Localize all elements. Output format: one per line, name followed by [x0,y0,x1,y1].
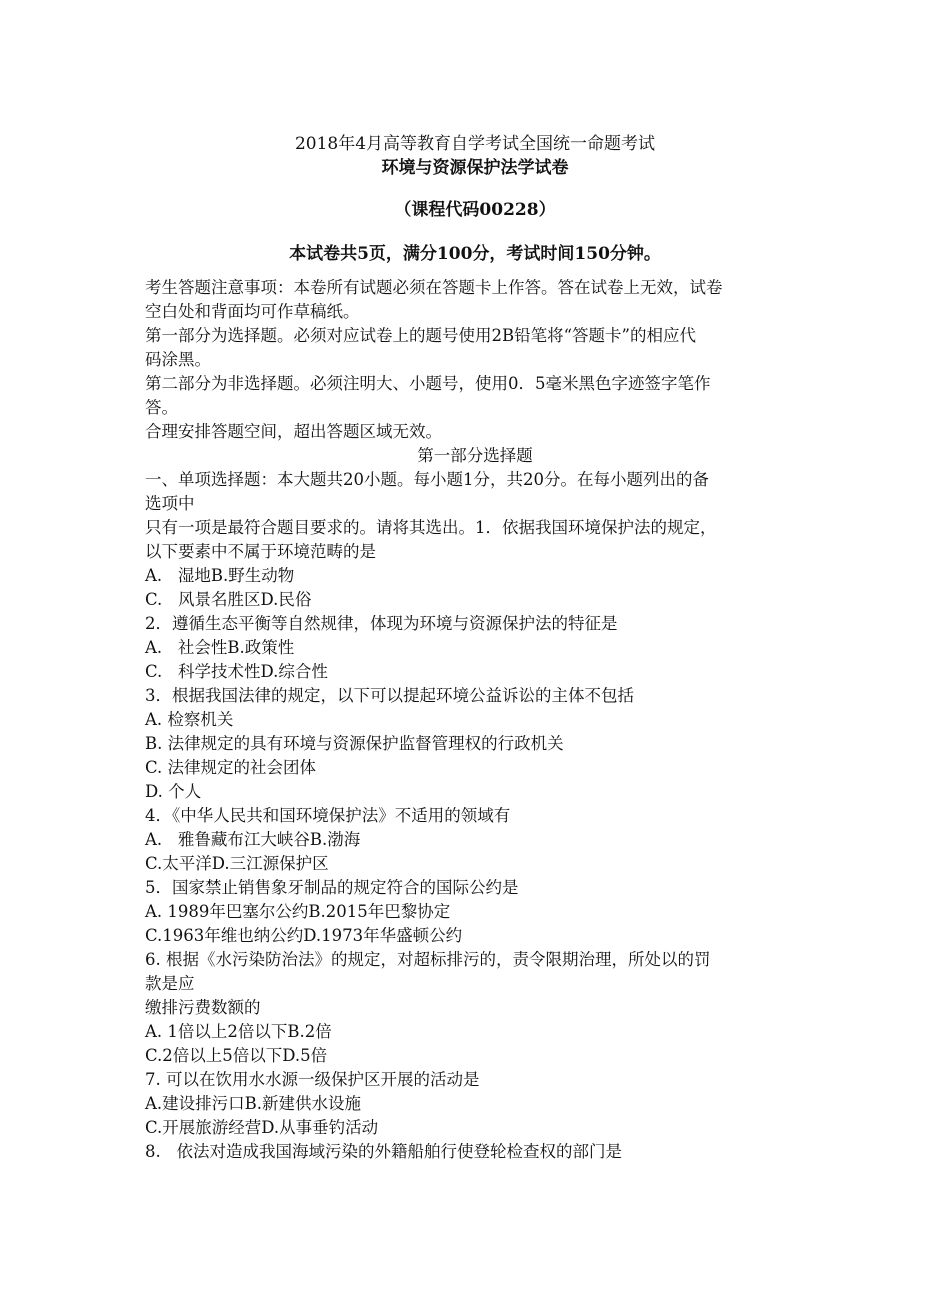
text-line: 考生答题注意事项：本卷所有试题必须在答题卡上作答。答在试卷上无效，试卷 [145,278,723,297]
option-line: A. 雅鲁藏布江大峡谷B.渤海 [145,830,361,849]
option-line: A. 1989年巴塞尔公约B.2015年巴黎协定 [145,902,451,921]
option-line: A.建设排污口B.新建供水设施 [145,1094,362,1113]
paper-body [145,276,805,1164]
question-line: 8. 依法对造成我国海域污染的外籍船舶行使登轮检查权的部门是 [145,1142,622,1161]
text-line: 选项中 [145,494,195,513]
text-line: 款是应 [145,974,195,993]
option-line: C.1963年维也纳公约D.1973年华盛顿公约 [145,926,463,945]
question-line: 6. 根据《水污染防治法》的规定，对超标排污的，责令限期治理，所处以的罚 [145,950,711,969]
text-line: 以下要素中不属于环境范畴的是 [145,542,376,561]
text-line: 第一部分为选择题。必须对应试卷上的题号使用2B铅笔将“答题卡”的相应代 [145,326,696,345]
text-line: 空白处和背面均可作草稿纸。 [145,302,360,321]
question-line: 3．根据我国法律的规定，以下可以提起环境公益诉讼的主体不包括 [145,686,634,705]
section-heading: 第一部分选择题 [417,446,533,465]
text-line: 缴排污费数额的 [145,998,261,1017]
text-line: 合理安排答题空间，超出答题区域无效。 [145,422,442,441]
text-line: 只有一项是最符合题目要求的。请将其选出。1．依据我国环境保护法的规定， [145,518,717,537]
option-line: C. 法律规定的社会团体 [145,758,317,777]
option-line: C. 风景名胜区D.民俗 [145,590,312,609]
exam-paper-page [145,132,805,1164]
option-line: C.太平洋D.三江源保护区 [145,854,329,873]
question-line: 5．国家禁止销售象牙制品的规定符合的国际公约是 [145,878,519,897]
option-line: B. 法律规定的具有环境与资源保护监督管理权的行政机关 [145,734,564,753]
option-line: C.2倍以上5倍以下D.5倍 [145,1046,328,1065]
paper-title: 环境与资源保护法学试卷 [381,158,569,178]
option-line: A. 湿地B.野生动物 [145,566,295,585]
option-line: A. 1倍以上2倍以下B.2倍 [145,1022,332,1041]
option-line: A. 社会性B.政策性 [145,638,295,657]
course-code: （课程代码00228） [394,200,556,220]
question-line: 7. 可以在饮用水水源一级保护区开展的活动是 [145,1070,480,1089]
exam-line: 2018年4月高等教育自学考试全国统一命题考试 [294,134,656,154]
option-line: D. 个人 [145,782,202,801]
question-line: 2．遵循生态平衡等自然规律，体现为环境与资源保护法的特征是 [145,614,618,633]
option-line: C.开展旅游经营D.从事垂钓活动 [145,1118,379,1137]
text-line: 一、单项选择题：本大题共20小题。每小题1分，共20分。在每小题列出的备 [145,470,709,489]
option-line: C. 科学技术性D.综合性 [145,662,328,681]
text-line: 第二部分为非选择题。必须注明大、小题号，使用0．5毫米黑色字迹签字笔作 [145,374,711,393]
option-line: A. 检察机关 [145,710,234,729]
text-line: 码涂黑。 [145,350,211,369]
text-line: 答。 [145,398,178,417]
question-line: 4．《中华人民共和国环境保护法》不适用的领域有 [145,806,511,825]
paper-summary: 本试卷共5页，满分100分，考试时间150分钟。 [289,244,661,264]
